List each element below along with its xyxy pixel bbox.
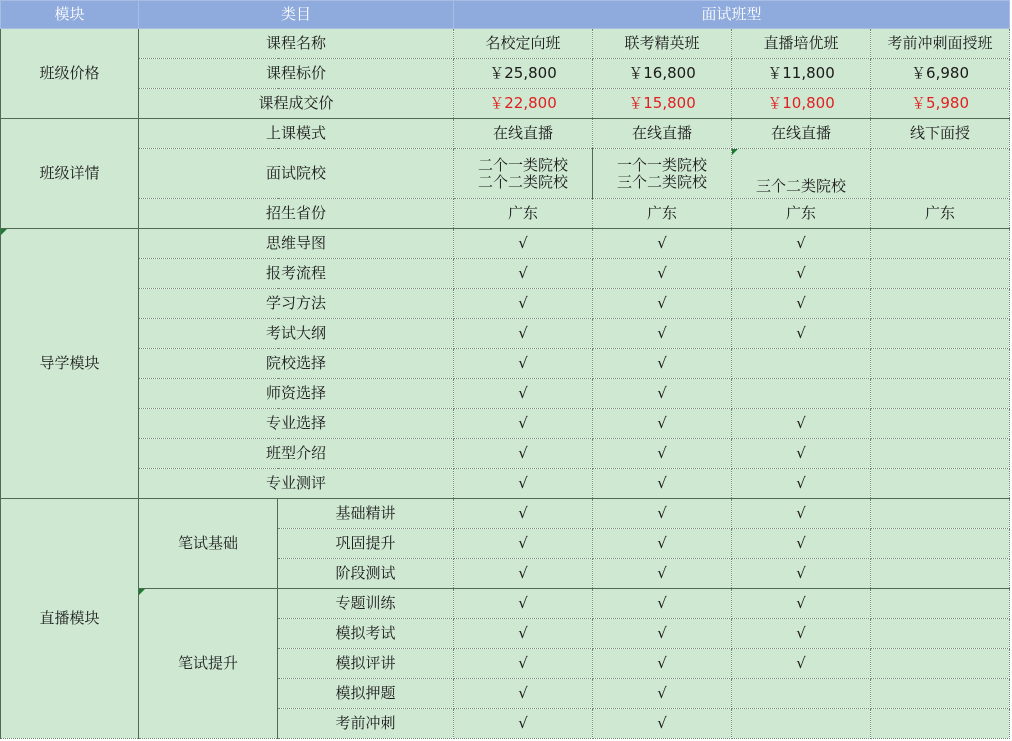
row-label-deal-price: 课程成交价 <box>139 89 454 119</box>
class-mode: 线下面授 <box>871 119 1010 149</box>
check-mark <box>871 619 1010 649</box>
check-mark: √ <box>732 409 871 439</box>
table-row <box>1 499 1010 529</box>
list-price: ￥25,800 <box>454 59 593 89</box>
feature-label: 专业选择 <box>139 409 454 439</box>
check-mark: √ <box>732 559 871 589</box>
check-mark <box>871 679 1010 709</box>
table-row <box>1 229 1010 259</box>
table-row <box>1 409 1010 439</box>
class-schools <box>871 149 1010 199</box>
table-row <box>1 29 1010 59</box>
check-mark: √ <box>593 499 732 529</box>
row-label-mode: 上课模式 <box>139 119 454 149</box>
feature-label: 巩固提升 <box>278 529 454 559</box>
check-mark: √ <box>454 619 593 649</box>
check-mark <box>871 559 1010 589</box>
table-row <box>1 119 1010 149</box>
check-mark <box>871 349 1010 379</box>
check-mark: √ <box>732 259 871 289</box>
check-mark: √ <box>454 379 593 409</box>
table-row <box>1 319 1010 349</box>
check-mark: √ <box>593 349 732 379</box>
deal-price: ￥5,980 <box>871 89 1010 119</box>
check-mark: √ <box>454 469 593 499</box>
feature-label: 专题训练 <box>278 589 454 619</box>
class-mode: 在线直播 <box>593 119 732 149</box>
feature-label: 师资选择 <box>139 379 454 409</box>
row-label-list-price: 课程标价 <box>139 59 454 89</box>
class-name: 直播培优班 <box>732 29 871 59</box>
check-mark: √ <box>454 259 593 289</box>
check-mark: √ <box>454 709 593 739</box>
subgroup-label: 笔试提升 <box>139 589 278 739</box>
class-province: 广东 <box>454 199 593 229</box>
row-label-schools: 面试院校 <box>139 149 454 199</box>
table-body <box>1 1 1010 739</box>
table-row <box>1 259 1010 289</box>
check-mark <box>871 439 1010 469</box>
feature-label: 基础精讲 <box>278 499 454 529</box>
check-mark <box>732 349 871 379</box>
check-mark: √ <box>593 679 732 709</box>
check-mark: √ <box>454 229 593 259</box>
feature-label: 学习方法 <box>139 289 454 319</box>
feature-label: 思维导图 <box>139 229 454 259</box>
deal-price: ￥22,800 <box>454 89 593 119</box>
check-mark: √ <box>732 289 871 319</box>
row-label-course-name: 课程名称 <box>139 29 454 59</box>
class-name: 名校定向班 <box>454 29 593 59</box>
check-mark <box>871 649 1010 679</box>
schools-line: 二个一类院校 <box>478 155 569 174</box>
feature-label: 考试大纲 <box>139 319 454 349</box>
class-province: 广东 <box>732 199 871 229</box>
check-mark: √ <box>732 529 871 559</box>
feature-label: 班型介绍 <box>139 439 454 469</box>
check-mark: √ <box>593 289 732 319</box>
table-row <box>1 59 1010 89</box>
list-price: ￥6,980 <box>871 59 1010 89</box>
check-mark: √ <box>732 649 871 679</box>
class-name: 考前冲刺面授班 <box>871 29 1010 59</box>
class-province: 广东 <box>593 199 732 229</box>
check-mark: √ <box>454 409 593 439</box>
check-mark: √ <box>732 469 871 499</box>
feature-label: 考前冲刺 <box>278 709 454 739</box>
check-mark: √ <box>454 439 593 469</box>
class-schools <box>593 149 732 199</box>
table-row <box>1 439 1010 469</box>
check-mark: √ <box>732 439 871 469</box>
check-mark: √ <box>454 349 593 379</box>
table-row <box>1 149 1010 199</box>
subgroup-label: 笔试基础 <box>139 499 278 589</box>
check-mark: √ <box>732 619 871 649</box>
check-mark: √ <box>732 319 871 349</box>
section-price: 班级价格 <box>1 29 139 119</box>
check-mark: √ <box>593 649 732 679</box>
class-schools <box>454 149 593 199</box>
check-mark: √ <box>454 529 593 559</box>
check-mark: √ <box>593 319 732 349</box>
table-row <box>1 89 1010 119</box>
section-guide: 导学模块 <box>1 229 139 499</box>
check-mark <box>871 229 1010 259</box>
list-price: ￥11,800 <box>732 59 871 89</box>
check-mark: √ <box>593 589 732 619</box>
deal-price: ￥15,800 <box>593 89 732 119</box>
check-mark: √ <box>593 259 732 289</box>
check-mark: √ <box>593 619 732 649</box>
check-mark <box>871 319 1010 349</box>
check-mark <box>871 379 1010 409</box>
feature-label: 专业测评 <box>139 469 454 499</box>
table-row <box>1 469 1010 499</box>
check-mark: √ <box>593 439 732 469</box>
check-mark: √ <box>593 229 732 259</box>
check-mark <box>871 259 1010 289</box>
feature-label: 院校选择 <box>139 349 454 379</box>
check-mark: √ <box>593 709 732 739</box>
class-province: 广东 <box>871 199 1010 229</box>
check-mark <box>871 409 1010 439</box>
check-mark: √ <box>732 499 871 529</box>
check-mark: √ <box>454 679 593 709</box>
header-category: 类目 <box>139 1 454 29</box>
class-mode: 在线直播 <box>732 119 871 149</box>
feature-label: 模拟评讲 <box>278 649 454 679</box>
table-row <box>1 349 1010 379</box>
check-mark <box>732 709 871 739</box>
check-mark: √ <box>454 319 593 349</box>
feature-label: 模拟押题 <box>278 679 454 709</box>
check-mark: √ <box>454 499 593 529</box>
table-row <box>1 199 1010 229</box>
check-mark: √ <box>732 229 871 259</box>
table-row <box>1 379 1010 409</box>
check-mark: √ <box>593 379 732 409</box>
row-label-province: 招生省份 <box>139 199 454 229</box>
check-mark <box>871 709 1010 739</box>
check-mark <box>871 289 1010 319</box>
feature-label: 阶段测试 <box>278 559 454 589</box>
class-name: 联考精英班 <box>593 29 732 59</box>
header-class-type: 面试班型 <box>454 1 1010 29</box>
header-row <box>1 1 1010 29</box>
schools-line: 二个二类院校 <box>478 172 569 191</box>
check-mark: √ <box>454 589 593 619</box>
list-price: ￥16,800 <box>593 59 732 89</box>
section-live: 直播模块 <box>1 499 139 739</box>
schools-line: 三个二类院校 <box>756 177 847 195</box>
check-mark: √ <box>454 289 593 319</box>
class-schools <box>732 149 871 199</box>
check-mark: √ <box>732 589 871 619</box>
check-mark <box>871 529 1010 559</box>
check-mark <box>732 379 871 409</box>
check-mark: √ <box>593 409 732 439</box>
schools-line: 一个一类院校 <box>617 155 708 174</box>
table-row <box>1 289 1010 319</box>
feature-label: 报考流程 <box>139 259 454 289</box>
check-mark <box>871 589 1010 619</box>
check-mark <box>871 499 1010 529</box>
check-mark <box>871 469 1010 499</box>
check-mark: √ <box>454 559 593 589</box>
class-mode: 在线直播 <box>454 119 593 149</box>
check-mark: √ <box>593 469 732 499</box>
table-row <box>1 589 1010 619</box>
feature-label: 模拟考试 <box>278 619 454 649</box>
check-mark: √ <box>454 649 593 679</box>
deal-price: ￥10,800 <box>732 89 871 119</box>
section-detail: 班级详情 <box>1 119 139 229</box>
check-mark: √ <box>593 559 732 589</box>
header-module: 模块 <box>1 1 139 29</box>
check-mark: √ <box>593 529 732 559</box>
schools-line: 三个二类院校 <box>617 172 708 191</box>
check-mark <box>732 679 871 709</box>
